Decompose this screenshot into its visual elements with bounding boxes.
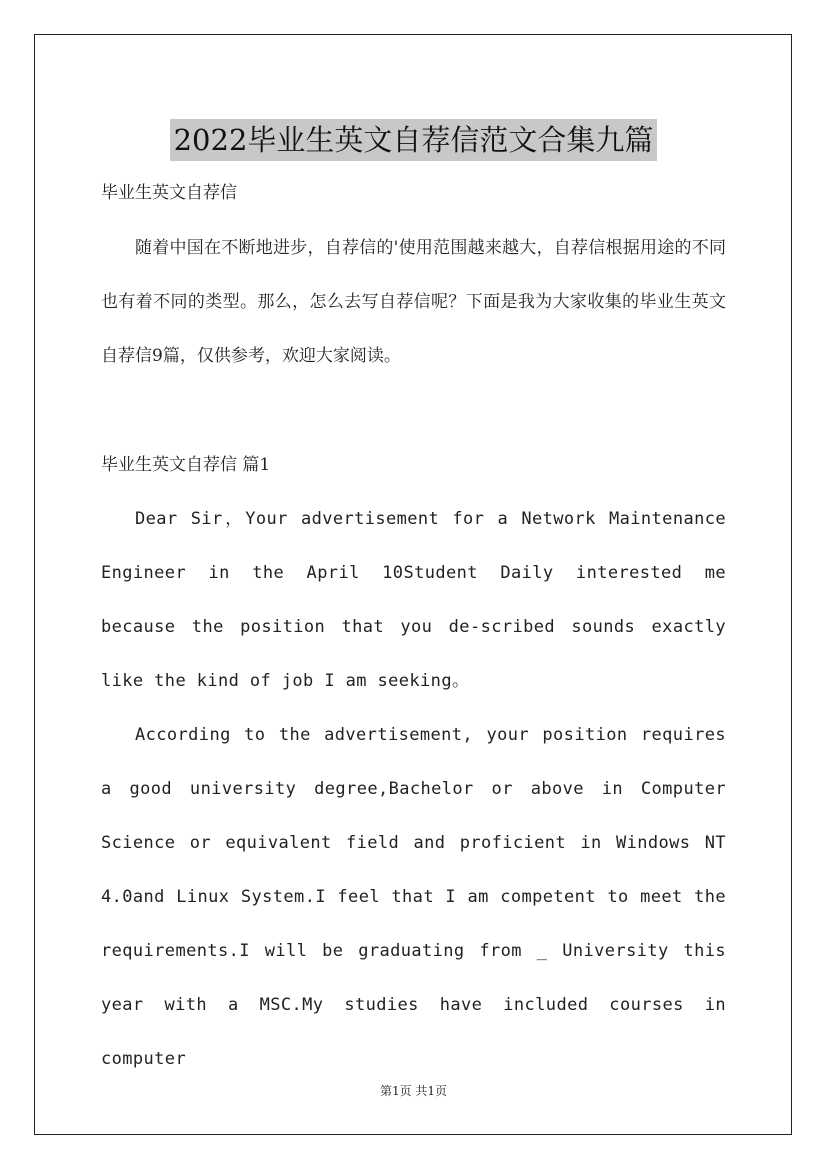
- section-heading: 毕业生英文自荐信: [101, 183, 237, 203]
- document-title: 2022毕业生英文自荐信范文合集九篇: [170, 119, 658, 161]
- body-paragraph-2: According to the advertisement, your position requires a good university degree,Bachelor or above in Computer Science or equivalent field and proficient in Windows NT 4.0and Linux System.I feel that I am competent to meet the requirements.I will be graduating from _ University this year with a MSC.My studies have included courses in computer: [101, 725, 726, 1069]
- article-heading: 毕业生英文自荐信 篇1: [101, 455, 271, 475]
- title-container: [0, 100, 827, 181]
- intro-paragraph: 随着中国在不断地进步，自荐信的'使用范围越来越大，自荐信根据用途的不同也有着不同的类型。那么，怎么去写自荐信呢？下面是我为大家收集的毕业生英文自荐信9篇，仅供参考，欢迎大家阅读。: [101, 238, 726, 366]
- body-paragraph-1: Dear Sir，Your advertisement for a Network Maintenance Engineer in the April 10Student Daily interested me because the position that you de-scribed sounds exactly like the kind of job I am seeking。: [101, 509, 726, 691]
- page-footer: 第1页 共1页: [379, 1084, 448, 1098]
